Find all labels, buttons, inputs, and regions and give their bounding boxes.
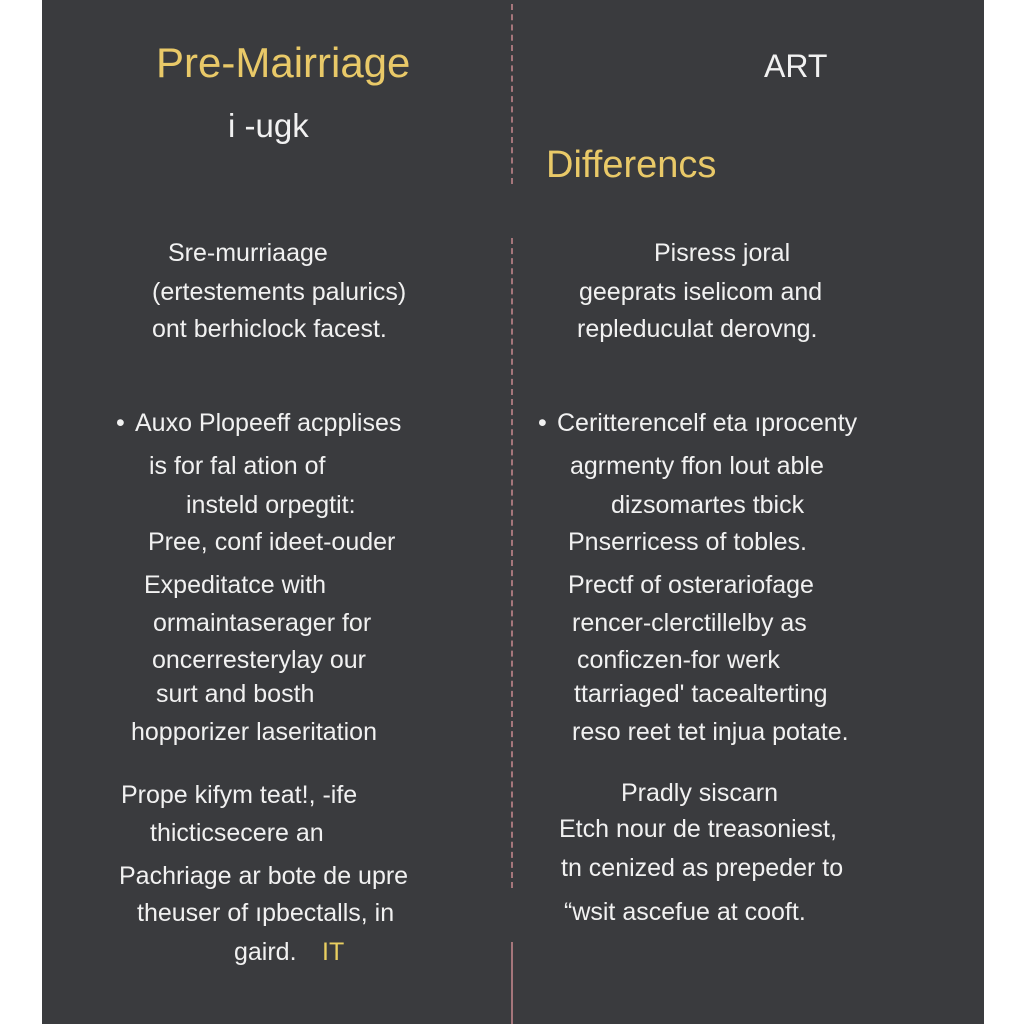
left-closing-line-2: thicticsecere an xyxy=(150,819,324,847)
column-divider-bottom xyxy=(511,942,513,1024)
left-intro-line-3: ont berhiclock facest. xyxy=(152,315,387,343)
column-divider-middle xyxy=(511,238,513,888)
right-bullet-line-7: conficzen-for werk xyxy=(577,646,780,674)
right-bullet-marker: • xyxy=(538,409,547,437)
right-title: Differencs xyxy=(546,144,717,186)
left-closing-line-3: Pachriage ar bote de upre xyxy=(119,862,409,890)
right-closing-line-4: “wsit ascefue at cooft. xyxy=(564,898,806,926)
left-bullet-line-5: Expeditatce with xyxy=(144,571,327,599)
right-intro-line-1: Pisress joral xyxy=(654,239,791,267)
left-bullet-line-6: ormaintaserager for xyxy=(153,609,372,637)
left-bullet-line-8: surt and bosth xyxy=(156,680,315,708)
left-bullet-line-3: insteld orpegtit: xyxy=(186,491,356,519)
left-bullet-line-4: Pree, conf ideet-ouder xyxy=(148,528,396,556)
right-label: ART xyxy=(764,48,828,84)
right-bullet-line-2: agrmenty ffon lout able xyxy=(570,452,824,480)
right-bullet-line-9: reso reet tet injua potate. xyxy=(572,718,849,746)
left-bullet-line-7: oncerresterylay our xyxy=(152,646,366,674)
right-bullet-line-6: rencer-clerctillelby as xyxy=(572,609,807,637)
left-bullet-line-1: Auxo Plopeeff acpplises xyxy=(135,409,402,437)
left-closing-tag: IT xyxy=(322,938,345,966)
right-bullet-line-5: Prectf of osterariofage xyxy=(568,571,814,599)
column-divider-top xyxy=(511,4,513,184)
right-closing-line-1: Pradly siscarn xyxy=(621,779,778,807)
left-closing-line-4: theuser of ıpbectalls, in xyxy=(137,899,395,927)
left-title: Pre-Mairriage xyxy=(156,39,411,86)
left-bullet-marker: • xyxy=(116,409,125,437)
left-bullet-line-2: is for fal ation of xyxy=(149,452,326,480)
right-intro-line-3: repleduculat derovng. xyxy=(577,315,818,343)
right-bullet-line-3: dizsomartes tbick xyxy=(611,491,805,519)
left-intro-line-1: Sre-murriaage xyxy=(168,239,328,267)
right-intro-line-2: geeprats iselicom and xyxy=(579,278,823,306)
right-bullet-line-8: ttarriaged' tacealterting xyxy=(574,680,828,708)
left-bullet-line-9: hopporizer laseritation xyxy=(131,718,377,746)
right-closing-line-3: tn cenized as prepeder to xyxy=(561,854,844,882)
right-bullet-line-4: Pnserricess of tobles. xyxy=(568,528,807,556)
left-subtitle: i -ugk xyxy=(228,107,309,144)
left-closing-line-5: gaird. xyxy=(234,938,297,966)
right-closing-line-2: Etch nour de treasoniest, xyxy=(559,815,837,843)
left-closing-line-1: Prope kifym teat!, -ife xyxy=(121,781,358,809)
right-bullet-line-1: Ceritterencelf eta ıprocenty xyxy=(557,409,858,437)
left-intro-line-2: (ertestements palurics) xyxy=(152,278,407,306)
